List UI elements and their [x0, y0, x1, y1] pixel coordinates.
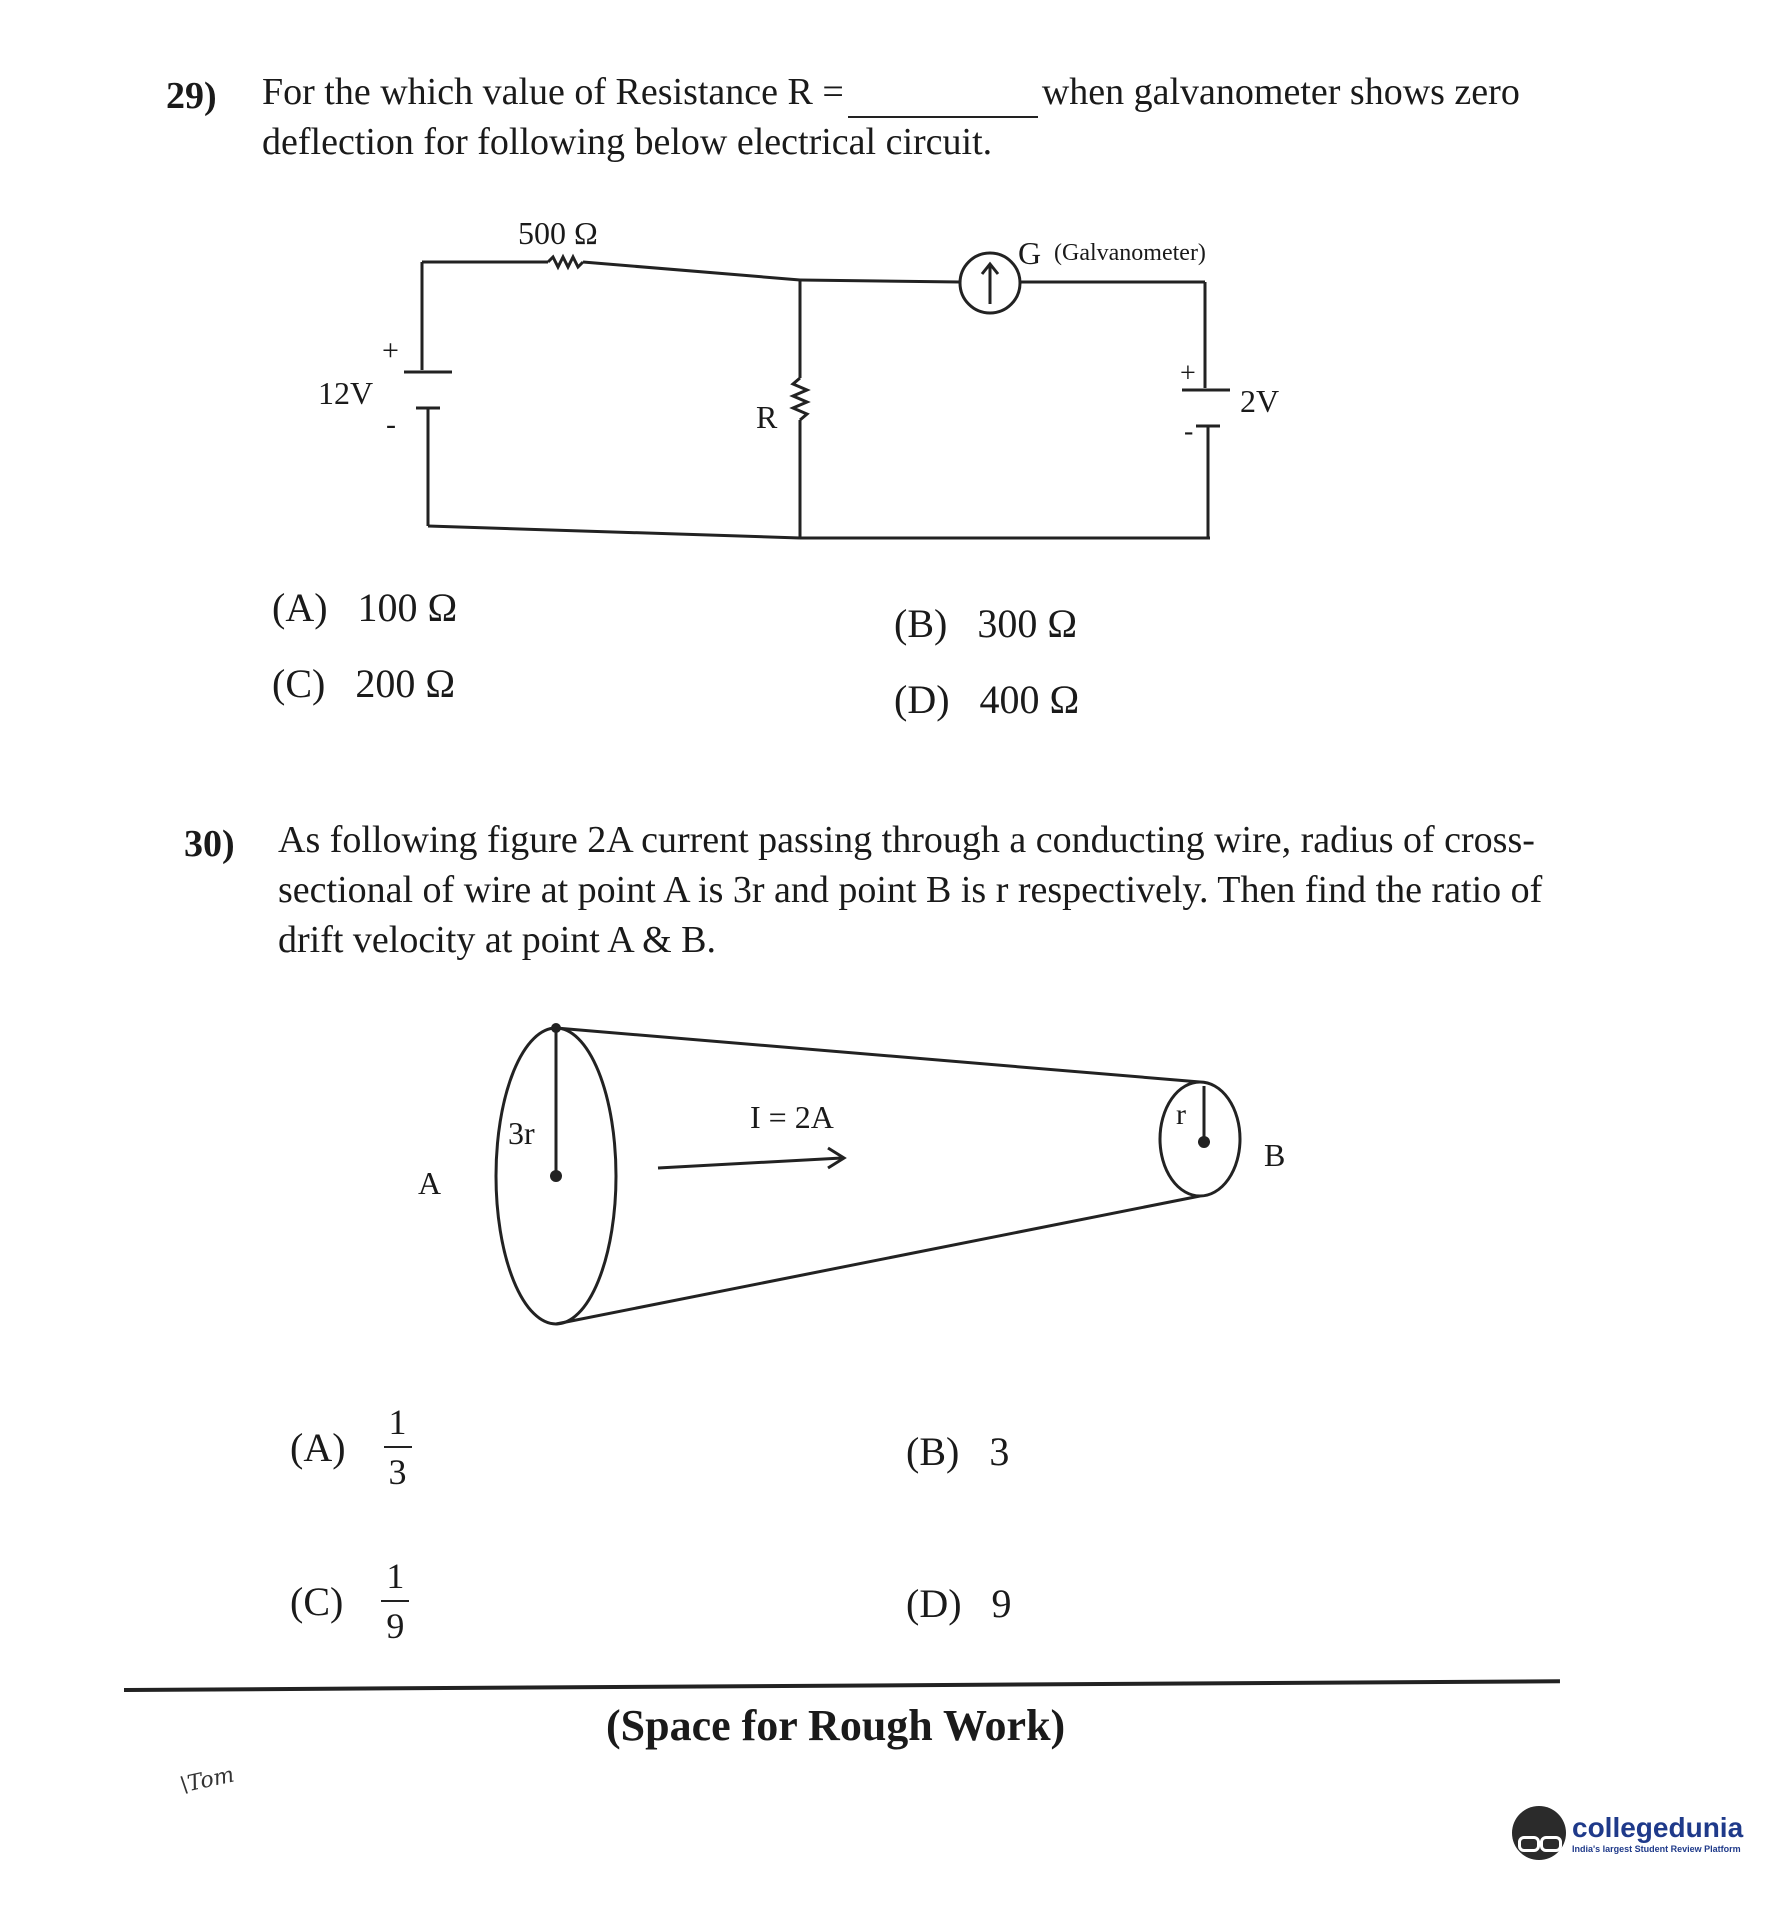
- option-letter: (B): [906, 1429, 960, 1474]
- q29-number: 29): [166, 75, 217, 117]
- resistor-r-label: R: [756, 399, 778, 435]
- option-value: 3: [989, 1429, 1010, 1474]
- fraction-bar: [384, 1446, 412, 1448]
- point-a-label: A: [418, 1165, 442, 1201]
- galvanometer-note: (Galvanometer): [1054, 240, 1206, 266]
- battery-2v-label: 2V: [1240, 383, 1280, 419]
- option-letter: (D): [906, 1581, 962, 1626]
- edge-dot-a: [551, 1023, 561, 1033]
- battery-2v-plus: +: [1180, 358, 1196, 389]
- battery-2v-minus: -: [1184, 416, 1194, 447]
- center-dot-b: [1198, 1136, 1210, 1148]
- option-value: 300 Ω: [977, 601, 1078, 646]
- current-arrow-line: [658, 1158, 842, 1168]
- fraction: [384, 1404, 412, 1490]
- option-value: 400 Ω: [979, 677, 1080, 722]
- battery-12v-minus: -: [386, 408, 396, 441]
- q30-text-line1: As following figure 2A current passing through a conducting wire, radius of cross-: [278, 819, 1535, 861]
- fraction: [381, 1558, 409, 1644]
- fraction-bar: [381, 1600, 409, 1602]
- wire-bottom-edge: [556, 1196, 1200, 1324]
- current-label: I = 2A: [750, 1099, 834, 1135]
- option-letter: (C): [272, 661, 326, 706]
- radius-a-label: 3r: [508, 1115, 535, 1151]
- logo-glasses-icon: [1512, 1806, 1566, 1860]
- option-letter: (C): [290, 1578, 344, 1624]
- q29-text-line1-a: For the which value of Resistance R =: [262, 71, 844, 113]
- q29-text-line2: deflection for following below electrical circuit.: [262, 121, 993, 163]
- fraction-numerator: 1: [386, 1556, 405, 1596]
- point-b-label: B: [1264, 1137, 1286, 1173]
- center-dot-a: [550, 1170, 562, 1182]
- galvanometer-label: G: [1018, 235, 1042, 271]
- fraction-denominator: 9: [386, 1606, 405, 1646]
- option-value: 100 Ω: [357, 585, 458, 630]
- rough-work-divider: [124, 1679, 1560, 1692]
- battery-12v-plus: +: [382, 334, 399, 367]
- logo-tagline: India's largest Student Review Platform: [1572, 1844, 1741, 1854]
- logo-name: collegedunia: [1572, 1812, 1744, 1843]
- collegedunia-logo[interactable]: [1512, 1806, 1743, 1860]
- q30-option-d[interactable]: [906, 1580, 1012, 1627]
- q30-option-b[interactable]: [906, 1428, 1009, 1475]
- q30-text-line2: sectional of wire at point A is 3r and point B is r respectively. Then find the ratio of: [278, 869, 1543, 911]
- q29-text-line1-b: when galvanometer shows zero: [1041, 71, 1520, 113]
- option-letter: (A): [272, 585, 328, 630]
- option-letter: (B): [894, 601, 948, 646]
- option-value: 200 Ω: [355, 661, 456, 706]
- q30-option-c[interactable]: [290, 1558, 409, 1644]
- q30-number: 30): [184, 823, 235, 865]
- q30-text-line3: drift velocity at point A & B.: [278, 919, 717, 961]
- q30-option-a[interactable]: [290, 1404, 412, 1490]
- fraction-denominator: 3: [388, 1452, 407, 1492]
- option-letter: (D): [894, 677, 950, 722]
- radius-b-label: r: [1176, 1098, 1186, 1131]
- resistor-500-label: 500 Ω: [518, 215, 598, 251]
- option-value: 9: [991, 1581, 1012, 1626]
- battery-12v-label: 12V: [318, 375, 374, 411]
- wire-top-edge: [556, 1028, 1200, 1082]
- fraction-numerator: 1: [388, 1402, 407, 1442]
- rough-work-label: (Space for Rough Work): [606, 1701, 1066, 1750]
- option-letter: (A): [290, 1424, 346, 1470]
- handwritten-scribble: \Tom: [177, 1762, 237, 1799]
